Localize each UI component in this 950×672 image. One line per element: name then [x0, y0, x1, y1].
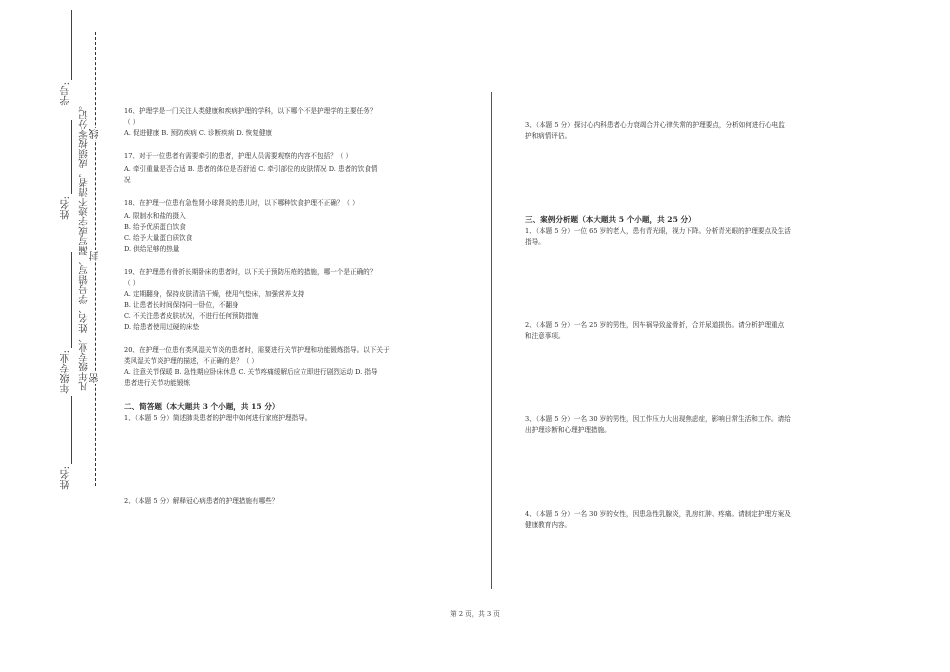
question-17-stem: 17、对于一位患者有需要牵引的患者，护理人员需要观察的内容不包括？（ ）: [124, 152, 353, 160]
question-18-option-b: B. 给予优质蛋白饮食: [124, 223, 186, 231]
question-20-stem-cont: 类风湿关节炎护理的描述，不正确的是？（ ）: [124, 357, 258, 365]
right-column: [525, 120, 870, 531]
name-label: 姓名:: [61, 196, 72, 220]
short-answer-2: 2、（本题 5 分）解释冠心病患者的护理措施有哪些？: [124, 497, 279, 505]
binding-notice: 凡年级专业、姓名、学号错写、漏写或字迹不清者，成绩按零分记。: [79, 100, 90, 391]
question-19-option-a: A. 定期翻身，保持皮肤清洁干燥，使用气垫床，加强营养支持: [124, 290, 305, 298]
column-divider: [491, 92, 492, 589]
name-line: [71, 120, 72, 194]
exam-name-label: 姓名:: [61, 466, 72, 490]
case-1-cont: 指导。: [525, 238, 545, 246]
question-16-stem: 16、护理学是一门关注人类健康和疾病护理的学科，以下哪个不是护理学的主要任务？: [124, 107, 377, 115]
question-20-stem: 20、在护理一位患有类风湿关节炎的患者时，需要进行关节护理和功能锻炼指导。以下关于: [124, 346, 390, 354]
exam-name-line: [71, 396, 72, 464]
question-16-bracket: （ ）: [124, 118, 140, 126]
student-id-label: 学号:: [61, 82, 72, 106]
question-18-option-a: A. 限制水和盐的摄入: [124, 212, 186, 220]
section-case-analysis-heading: 三、案例分析题（本大题共 5 个小题，共 25 分）: [525, 215, 696, 224]
short-answer-1: 1、（本题 5 分）简述肺炎患者的护理中如何进行家庭护理指导。: [124, 414, 312, 422]
page-number-footer: 第 2 页，共 3 页: [450, 610, 500, 618]
case-3: 3、（本题 5 分）一名 30 岁的男性，因工作压力大出现焦虑症，影响日常生活和工作。请给: [525, 415, 791, 423]
question-20: [124, 345, 474, 389]
question-19-option-b: B. 让患者长时间保持同一卧位，不翻身: [124, 301, 239, 309]
question-19-stem: 19、在护理患有骨折长期卧床的患者时，以下关于预防压疮的措施，哪一个是正确的？: [124, 268, 377, 276]
case-4-cont: 健康教育内容。: [525, 521, 572, 529]
question-20-options-cont: 患者进行关节功能锻炼: [124, 379, 190, 387]
question-19-option-c: C. 不关注患者皮肤状况，不进行任何预防措施: [124, 312, 259, 320]
question-18-option-c: C. 给予大量蛋白质饮食: [124, 234, 193, 242]
question-19-option-d: D. 给患者使用过硬的床垫: [124, 323, 200, 331]
case-3-cont: 出护理诊断和心理护理措施。: [525, 426, 611, 434]
grade-major-label: 年级专业:: [61, 350, 72, 394]
seal-mark-feng: 封: [90, 251, 101, 261]
short-answer-3-cont: 护和病情评估。: [525, 132, 572, 140]
case-1: 1、（本题 5 分）一位 65 岁的老人，患有青光眼，视力下降。分析青光眼的护理要点及生活: [525, 227, 791, 235]
question-18-stem: 18、在护理一位患有急性肾小球肾炎的患儿时，以下哪种饮食护理不正确？（ ）: [124, 199, 359, 207]
question-19: [124, 267, 474, 333]
question-16: [124, 106, 474, 139]
question-20-options: A. 注意关节保暖 B. 急性期应卧床休息 C. 关节疼痛缓解后应立即进行剧烈运动 D. 指导: [124, 368, 378, 376]
question-19-bracket: （ ）: [124, 279, 140, 287]
case-2: 2、（本题 5 分）一名 25 岁的男性，因车祸导致盆骨折，合并尿道损伤。请分析护理重点: [525, 321, 785, 329]
student-id-line: [71, 10, 72, 80]
question-18: [124, 198, 474, 255]
seal-mark-mi: 密: [90, 373, 101, 383]
question-17-options: A. 牵引重量是否合适 B. 患者的体位是否舒适 C. 牵引部位的皮肤情况 D. 患者的饮食情: [124, 165, 378, 173]
question-18-option-d: D. 供给足够的热量: [124, 245, 180, 253]
question-16-options: A. 促进健康 B. 预防疾病 C. 诊断疾病 D. 恢复健康: [124, 129, 273, 137]
question-17-options-cont: 况: [124, 176, 131, 184]
question-17: [124, 151, 474, 186]
seal-mark-xian: 线: [90, 129, 101, 139]
case-2-cont: 和注意事项。: [525, 332, 565, 340]
section-short-answer-heading: 二、简答题（本大题共 3 个小题，共 15 分）: [124, 402, 280, 411]
grade-major-line: [71, 252, 72, 348]
left-column: [124, 106, 474, 507]
case-4: 4、（本题 5 分）一名 30 岁的女性，因患急性乳腺炎，乳房红肿、疼痛。请制定护理方案及: [525, 510, 791, 518]
short-answer-3: 3、（本题 5 分）探讨心内科患者心力衰竭合并心律失常的护理要点，分析如何进行心电监: [525, 121, 785, 129]
